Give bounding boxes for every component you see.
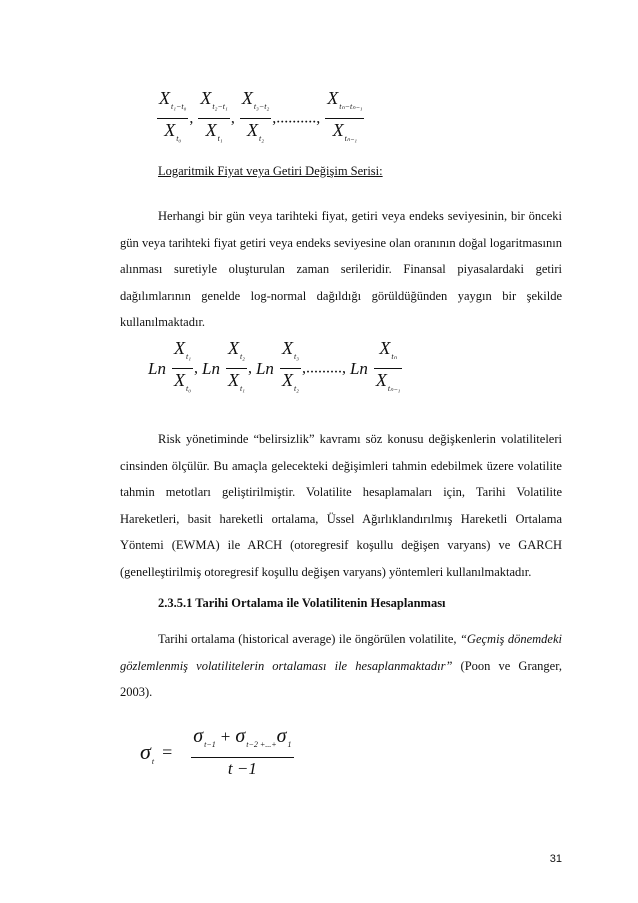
fraction-term: $\frac{X_{t_2}}{X_{t_1}}$ <box>227 338 245 393</box>
fraction-term: $\frac{X_{t_1-t_0}}{X_{t_0}}$ <box>159 88 187 143</box>
paragraph-historical-average: Tarihi ortalama (historical average) ile öngörülen volatilite, “Geçmiş dönemdeki gözlemlenmiş volatilitelerin ortalaması ile hesaplanmaktadır” (Poon ve Granger, 2003). <box>120 632 562 699</box>
formula-log-series: Ln $\frac{X_{t_1}}{X_{t_0}}$ , Ln $\frac{X_{t_2}}{X_{t_1}}$ , Ln $\frac{X_{t_3}}{X_{t_2}}$ ,........., Ln $\frac{X_{t_n}}{X_{t_{n-1}}}$ <box>148 338 403 399</box>
section-heading: 2.3.5.1 Tarihi Ortalama ile Volatilitenin Hesaplanması <box>158 596 446 610</box>
formula-historical-volatility: $\sigma_t$ = $\frac{\sigma_{t-1} + \sigma_{t-2 +...+}\sigma_1}{t -1}$ <box>140 725 292 778</box>
fraction-term: $\frac{X_{t_2-t_1}}{X_{t_1}}$ <box>200 88 228 143</box>
fraction-term: $\frac{\sigma_{t-1} + \sigma_{t-2 +...+}\sigma_1}{t -1}$ <box>193 725 292 778</box>
paragraph-volatility-methods: Risk yönetiminde “belirsizlik” kavramı söz konusu değişkenlerin volatiliteleri cinsinden ölçülür. Bu amaçla gelecekteki değişimleri tahmin edebilmek üzere volatilite tahmin metotları geliştirilmiştir. Volatilite hesaplamaları için, Tarihi Volatilite Hareketleri, basit hareketli ortalama, Üssel Ağırlıklandırılmış Hareketli Ortalama Yöntemi (EWMA) ile ARCH (otoregresif koşullu değişen varyans) ve GARCH (genelleştirilmiş otoregresif koşullu değişen varyans) yöntemleri kullanılmaktadır. <box>120 432 562 579</box>
fraction-term: $\frac{X_{t_3-t_2}}{X_{t_2}}$ <box>241 88 270 143</box>
formula-ratio-series: $\frac{X_{t_1-t_0}}{X_{t_0}}$ , $\frac{X_{t_2-t_1}}{X_{t_1}}$ , $\frac{X_{t_3-t_2}}{X_{t_2}}$ ,.........., $\frac{X_{t_n-t_{n-1}}}{X_{t_{n-1}}}$ <box>156 88 365 149</box>
fraction-term: $\frac{X_{t_n-t_{n-1}}}{X_{t_{n-1}}}$ <box>327 88 363 143</box>
fraction-term: $\frac{X_{t_1}}{X_{t_0}}$ <box>173 338 191 393</box>
paragraph-log-series: Herhangi bir gün veya tarihteki fiyat, getiri veya endeks seviyesinin, bir önceki gün veya tarihteki fiyat getiri veya endeks seviyesine olan oranının doğal logaritmasının alınması suretiyle oluşturulan zaman serileridir. Finansal piyasalardaki getiri dağılımlarının genelde log-normal dağıldığı görüldüğünden yaygın bir şekilde kullanılmaktadır. <box>120 209 562 329</box>
fraction-term: $\frac{X_{t_3}}{X_{t_2}}$ <box>281 338 299 393</box>
fraction-term: $\frac{X_{t_n}}{X_{t_{n-1}}}$ <box>375 338 401 393</box>
section-label: Logaritmik Fiyat veya Getiri Değişim Serisi: <box>158 164 383 178</box>
page-number: 31 <box>549 853 562 865</box>
